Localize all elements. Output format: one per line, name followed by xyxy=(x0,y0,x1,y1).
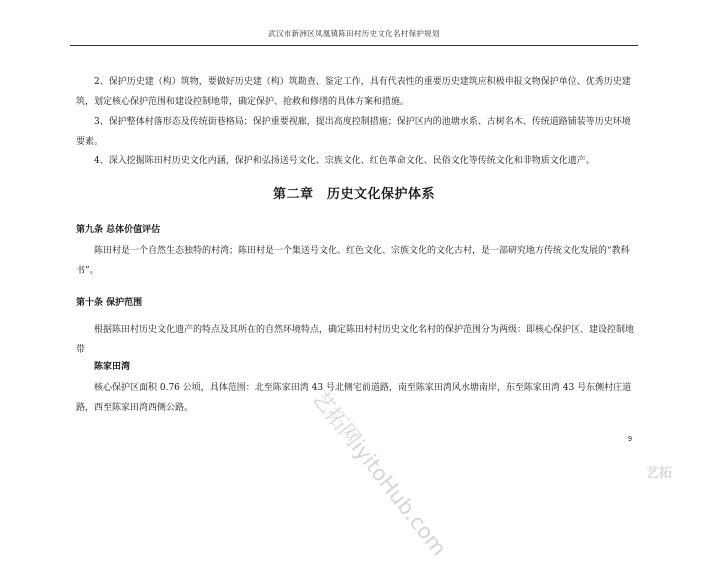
watermark: 艺拓网iyitoHub.com xyxy=(307,386,452,561)
chapter-title: 第二章 历史文化保护体系 xyxy=(272,187,435,202)
paragraph-item-2: 2、保护历史建（构）筑物，要做好历史建（构）筑勘查、鉴定工作，具有代表性的重要历史建筑应积极申报文物保护单位、优秀历史建筑，划定核心保护范围和建设控制地带，确定保护、抢救和修缮的具体方案和措施。 xyxy=(76,77,631,107)
section-body: 核心保护区面积 0.76 公顷，具体范围：北至陈家田湾 43 号北侧宅前道路，南至陈家田湾风水塘南岸，东至陈家田湾 43 号东侧村庄道路，西至陈家田湾西侧公路。 xyxy=(76,383,632,413)
logo: 艺拓 xyxy=(646,466,673,481)
article-9-body: 陈田村是一个自然生态独特的村湾；陈田村是一个集送号文化、红色文化、宗族文化的文化古村，是一部研究地方传统文化发展的“教科书”。 xyxy=(76,246,630,276)
header-divider xyxy=(70,45,638,46)
article-10-body: 根据陈田村历史文化遗产的特点及其所在的自然环境特点，确定陈田村村历史文化名村的保护范围分为两级：即核心保护区、建设控制地带 xyxy=(76,325,635,355)
page-number: 9 xyxy=(628,436,632,443)
article-9-heading: 第九条 总体价值评估 xyxy=(76,225,161,235)
paragraph-item-3: 3、保护整体村落形态及传统街巷格局；保护重要视廊，提出高度控制措施；保护区内的池塘水系、古树名木、传统道路铺装等历史环境要素。 xyxy=(76,117,631,147)
page-header: 武汉市新洲区凤凰镇陈田村历史文化名村保护规划 xyxy=(268,29,440,38)
article-10-heading: 第十条 保护范围 xyxy=(76,298,143,308)
paragraph-item-4: 4、深入挖掘陈田村历史文化内涵，保护和弘扬送号文化、宗族文化、红色革命文化、民俗文化等传统文化和非物质文化遗产。 xyxy=(94,156,595,166)
section-subheading: 陈家田湾 xyxy=(94,362,131,372)
